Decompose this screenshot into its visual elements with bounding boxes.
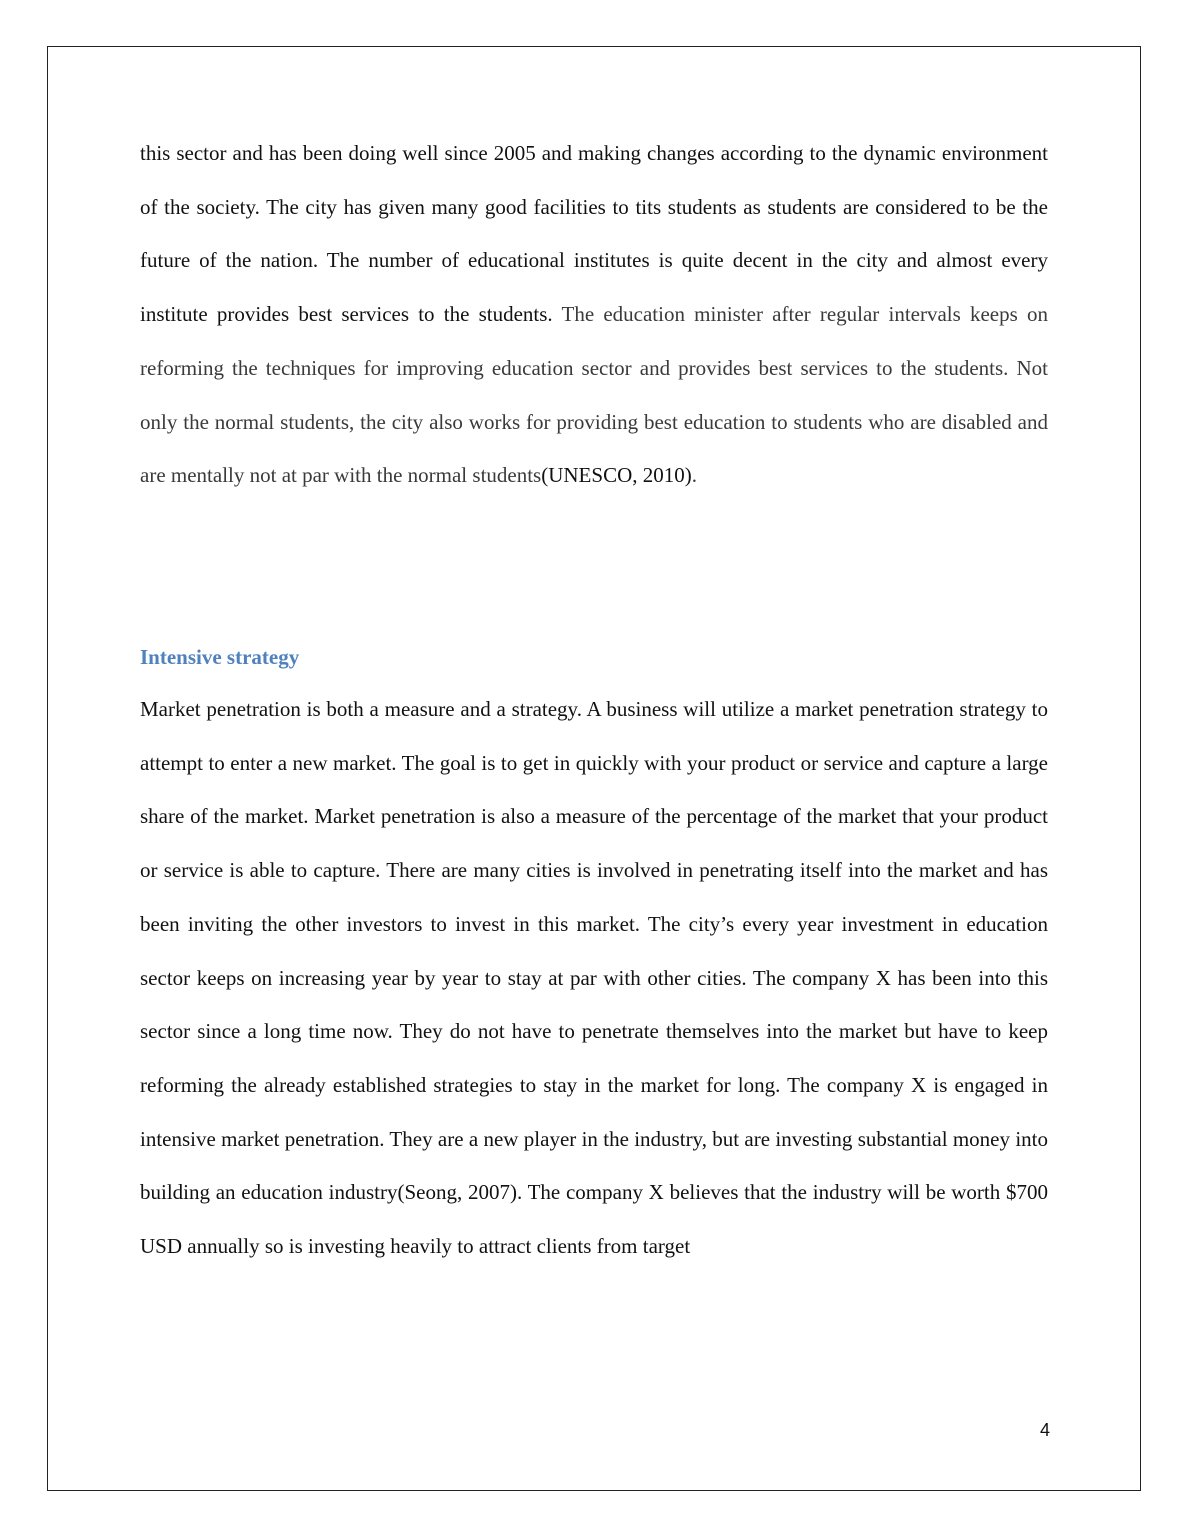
citation-unesco: (UNESCO, 2010) [541,463,692,488]
body-paragraph-2: Market penetration is both a measure and a strategy. A business will utilize a market penetration strategy to attempt to enter a new market. The goal is to get in quickly with your product or service and capture a large share of the market. Market penetration is also a measure of the percentage of the market that your product or service is able to capture. There are many cities is involved in penetrating itself into the market and has been inviting the other investors to invest in this market. The city’s every year investment in education sector keeps on increasing year by year to stay at par with other cities. The company X has been into this sector since a long time now. They do not have to penetrate themselves into the market but have to keep reforming the already established strategies to stay in the market for long. The company X is engaged in intensive market penetration. They are a new player in the industry, but are investing substantial money into building an education industry(Seong, 2007). The company X believes that the industry will be worth $700 USD annually so is investing heavily to attract clients from target [140,697,1048,1259]
paragraph-1-text: this sector and has been doing well since 2005 and making changes according to the dynamic environment of the society. The city has given many good facilities to tits students as students are considered to be the future of the nation. The number of educational institutes is quite decent in the city and almost every institute provides best services to the students. [140,141,1048,327]
body-paragraph-1 [140,127,1048,503]
page-number: 4 [1039,1420,1050,1440]
paragraph-1-continued: The education minister after regular intervals keeps on reforming the techniques for improving education sector and provides best services to the students. Not only the normal students, the city also works for providing best education to students who are disabled and are mentally not at par with the normal students [140,302,1048,488]
paragraph-1-end: . [691,463,697,488]
section-heading: Intensive strategy [140,645,300,669]
